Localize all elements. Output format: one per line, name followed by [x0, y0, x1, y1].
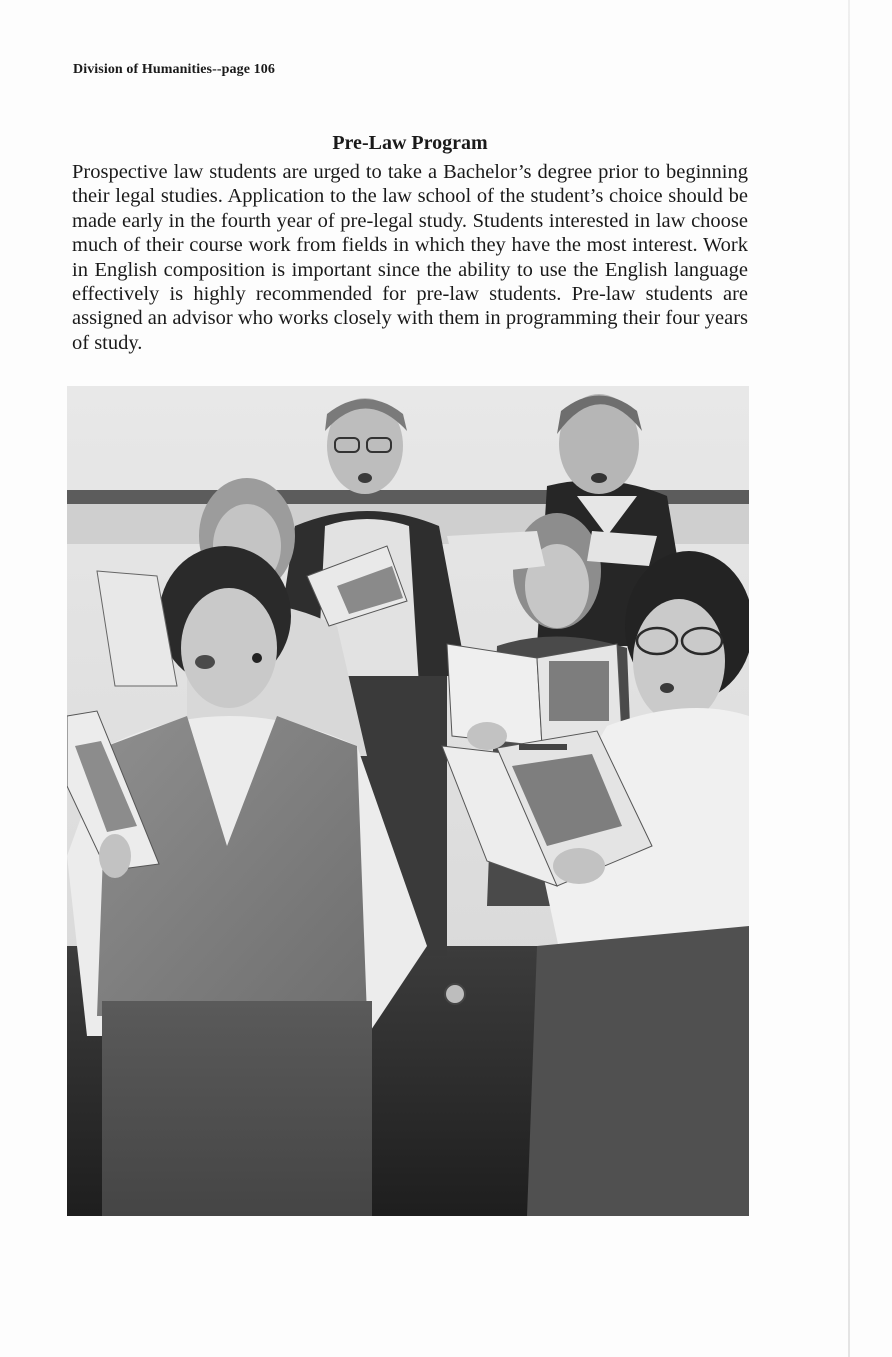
- choir-singers-photo: [67, 386, 749, 1216]
- section-body-paragraph: Prospective law students are urged to take a Bachelor’s degree prior to beginning their legal studies. Application to the law school of the student’s choice should be made early in the fourth year of pre-legal study. Students interested in law choose much of their course work from fields in which they have the most interest. Work in English composition is important since the ability to use the English language effectively is highly recommended for pre-law students. Pre-law students are assigned an advisor who works closely with them in programming their four years of study.: [72, 161, 748, 354]
- photo-illustration: [67, 386, 749, 1216]
- page-edge-shadow: [848, 0, 850, 1357]
- section-title: Pre-Law Program: [332, 132, 488, 154]
- running-head: Division of Humanities--page 106: [73, 62, 275, 77]
